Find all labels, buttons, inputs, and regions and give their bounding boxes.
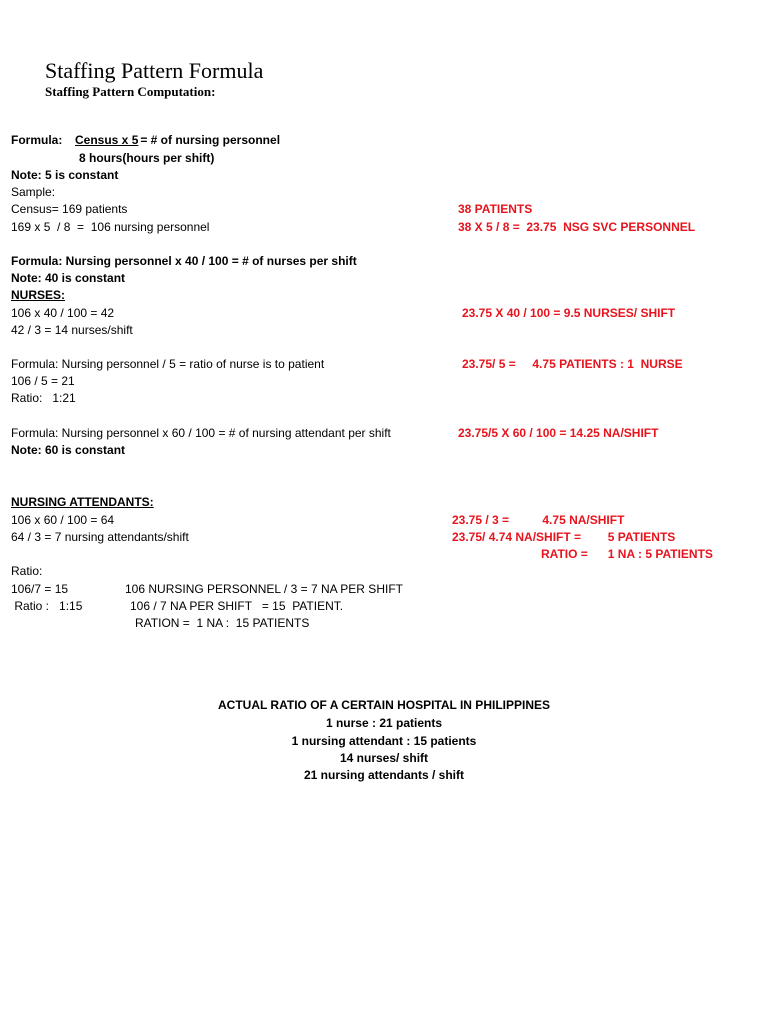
actual-ratio-line3: 14 nurses/ shift [339, 751, 429, 765]
formula2-line: Formula: Nursing personnel x 40 / 100 = # of nurses per shift [11, 254, 357, 268]
right-na-calc2: 23.75/ 4.74 NA/SHIFT = 5 PATIENTS [452, 530, 676, 544]
nurses-calc2: 42 / 3 = 14 nurses/shift [11, 323, 133, 337]
right-na-calc1: 23.75 / 3 = 4.75 NA/SHIFT [452, 513, 625, 527]
note-60-constant: Note: 60 is constant [11, 443, 126, 457]
formula3-line: Formula: Nursing personnel / 5 = ratio of nurse is to patient [11, 357, 325, 371]
nurses-heading: NURSES: [11, 288, 66, 302]
page-subtitle: Staffing Pattern Computation: [45, 84, 216, 99]
sample-label: Sample: [11, 185, 56, 199]
note-5-constant: Note: 5 is constant [11, 168, 119, 182]
nurses-calc1: 106 x 40 / 100 = 42 [11, 306, 115, 320]
formula1-label: Formula: [11, 133, 63, 147]
actual-ratio-heading: ACTUAL RATIO OF A CERTAIN HOSPITAL IN PHILIPPINES [217, 698, 550, 712]
np-line3: RATION = 1 NA : 15 PATIENTS [135, 616, 310, 630]
formula1-result: = # of nursing personnel [137, 133, 281, 147]
right-na-ratio: RATIO = 1 NA : 5 PATIENTS [541, 547, 713, 561]
right-nurses-per-shift: 23.75 X 40 / 100 = 9.5 NURSES/ SHIFT [462, 306, 676, 320]
ratio2-calc: 106/7 = 15 [11, 582, 69, 596]
actual-ratio-line1: 1 nurse : 21 patients [325, 716, 443, 730]
np-line1: 106 NURSING PERSONNEL / 3 = 7 NA PER SHIFT [125, 582, 403, 596]
right-na-per-shift: 23.75/5 X 60 / 100 = 14.25 NA/SHIFT [458, 426, 659, 440]
actual-ratio-line4: 21 nursing attendants / shift [303, 768, 465, 782]
na-calc1: 106 x 60 / 100 = 64 [11, 513, 115, 527]
right-nsg-personnel: 38 X 5 / 8 = 23.75 NSG SVC PERSONNEL [458, 220, 696, 234]
formula4-line: Formula: Nursing personnel x 60 / 100 = # of nursing attendant per shift [11, 426, 391, 440]
census-line: Census= 169 patients [11, 202, 128, 216]
ratio-line: Ratio: 1:21 [11, 391, 76, 405]
np-line2: 106 / 7 NA PER SHIFT = 15 PATIENT. [130, 599, 344, 613]
formula1-numerator: Census x 5 [75, 133, 139, 147]
right-38-patients: 38 PATIENTS [458, 202, 533, 216]
right-patient-ratio: 23.75/ 5 = 4.75 PATIENTS : 1 NURSE [462, 357, 683, 371]
ratio-calc: 106 / 5 = 21 [11, 374, 75, 388]
formula1-denominator: 8 hours(hours per shift) [79, 151, 215, 165]
na-heading: NURSING ATTENDANTS: [11, 495, 154, 509]
calc-line: 169 x 5 / 8 = 106 nursing personnel [11, 220, 210, 234]
na-calc2: 64 / 3 = 7 nursing attendants/shift [11, 530, 189, 544]
ratio-heading: Ratio: [11, 564, 43, 578]
page-title: Staffing Pattern Formula [45, 58, 264, 83]
actual-ratio-line2: 1 nursing attendant : 15 patients [291, 734, 477, 748]
note-40-constant: Note: 40 is constant [11, 271, 126, 285]
ratio2-line: Ratio : 1:15 [11, 599, 83, 613]
